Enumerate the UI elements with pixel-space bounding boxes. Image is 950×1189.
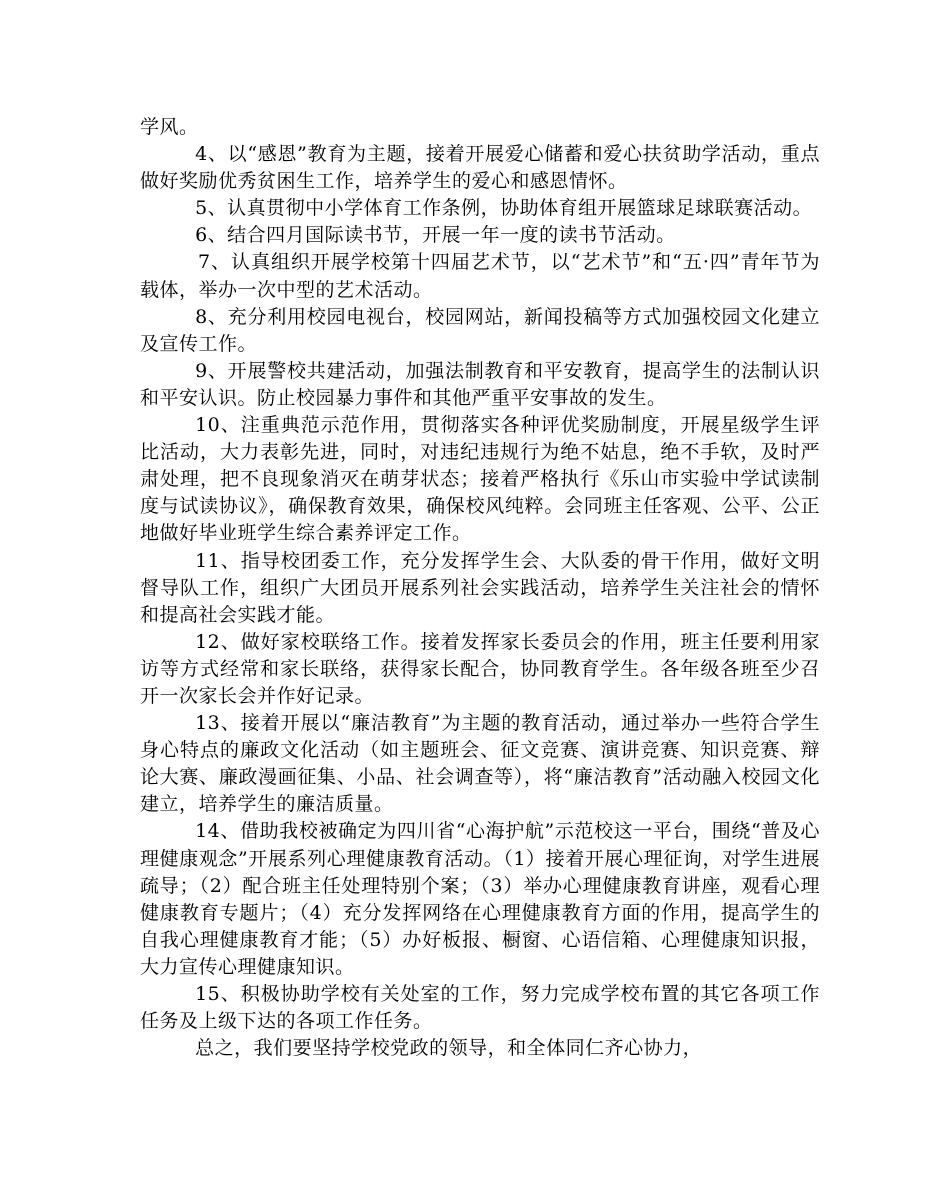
paragraph-item-9: 9、开展警校共建活动，加强法制教育和平安教育，提高学生的法制认识和平安认识。防止校园暴力事件和其他严重平安事故的发生。: [140, 359, 820, 409]
paragraph-item-6: 6、结合四月国际读书节，开展一年一度的读书节活动。: [195, 224, 676, 247]
paragraph-item-5: 5、认真贯彻中小学体育工作条例，协助体育组开展篮球足球联赛活动。: [195, 197, 813, 220]
paragraph-item-11: 11、指导校团委工作，充分发挥学生会、大队委的骨干作用，做好文明督导队工作，组织广大团员开展系列社会实践活动，培养学生关注社会的情怀和提高社会实践才能。: [140, 549, 820, 626]
document-body: [140, 114, 820, 1062]
paragraph-item-15: 15、积极协助学校有关处室的工作，努力完成学校布置的其它各项工作任务及上级下达的各项工作任务。: [140, 983, 820, 1033]
paragraph-item-8: 8、充分利用校园电视台，校园网站，新闻投稿等方式加强校园文化建立及宣传工作。: [140, 305, 820, 355]
paragraph-conclusion: 总之，我们要坚持学校党政的领导，和全体同仁齐心协力，: [195, 1037, 703, 1060]
paragraph-item-7: 7、认真组织开展学校第十四届艺术节，以“艺术节”和“五·四”青年节为载体，举办一次中型的艺术活动。: [140, 251, 820, 301]
paragraph-item-12: 12、做好家校联络工作。接着发挥家长委员会的作用，班主任要利用家访等方式经常和家长联络，获得家长配合，协同教育学生。各年级各班至少召开一次家长会并作好记录。: [140, 630, 820, 707]
paragraph-item-13: 13、接着开展以“廉洁教育”为主题的教育活动，通过举办一些符合学生身心特点的廉政文化活动（如主题班会、征文竞赛、演讲竞赛、知识竞赛、辩论大赛、廉政漫画征集、小品、社会调查等），将“廉洁教育”活动融入校园文化建立，培养学生的廉洁质量。: [140, 712, 820, 816]
paragraph-item-4: 4、以“感恩”教育为主题，接着开展爱心储蓄和爱心扶贫助学活动，重点做好奖励优秀贫困生工作，培养学生的爱心和感恩情怀。: [140, 143, 820, 193]
paragraph-continuation: 学风。: [140, 116, 199, 138]
paragraph-item-10: 10、注重典范示范作用，贯彻落实各种评优奖励制度，开展星级学生评比活动，大力表彰先进，同时，对违纪违规行为绝不姑息，绝不手软，及时严肃处理，把不良现象消灭在萌芽状态；接着严格执行《乐山市实验中学试读制度与试读协议》，确保教育效果，确保校风纯粹。会同班主任客观、公平、公正地做好毕业班学生综合素养评定工作。: [140, 414, 820, 545]
paragraph-item-14: 14、借助我校被确定为四川省“心海护航”示范校这一平台，围绕“普及心理健康观念”开展系列心理健康教育活动。（1）接着开展心理征询，对学生进展疏导；（2）配合班主任处理特别个案；（3）举办心理健康教育讲座，观看心理健康教育专题片；（4）充分发挥网络在心理健康教育方面的作用，提高学生的自我心理健康教育才能；（5）办好板报、橱窗、心语信箱、心理健康知识报，大力宣传心理健康知识。: [140, 820, 820, 978]
